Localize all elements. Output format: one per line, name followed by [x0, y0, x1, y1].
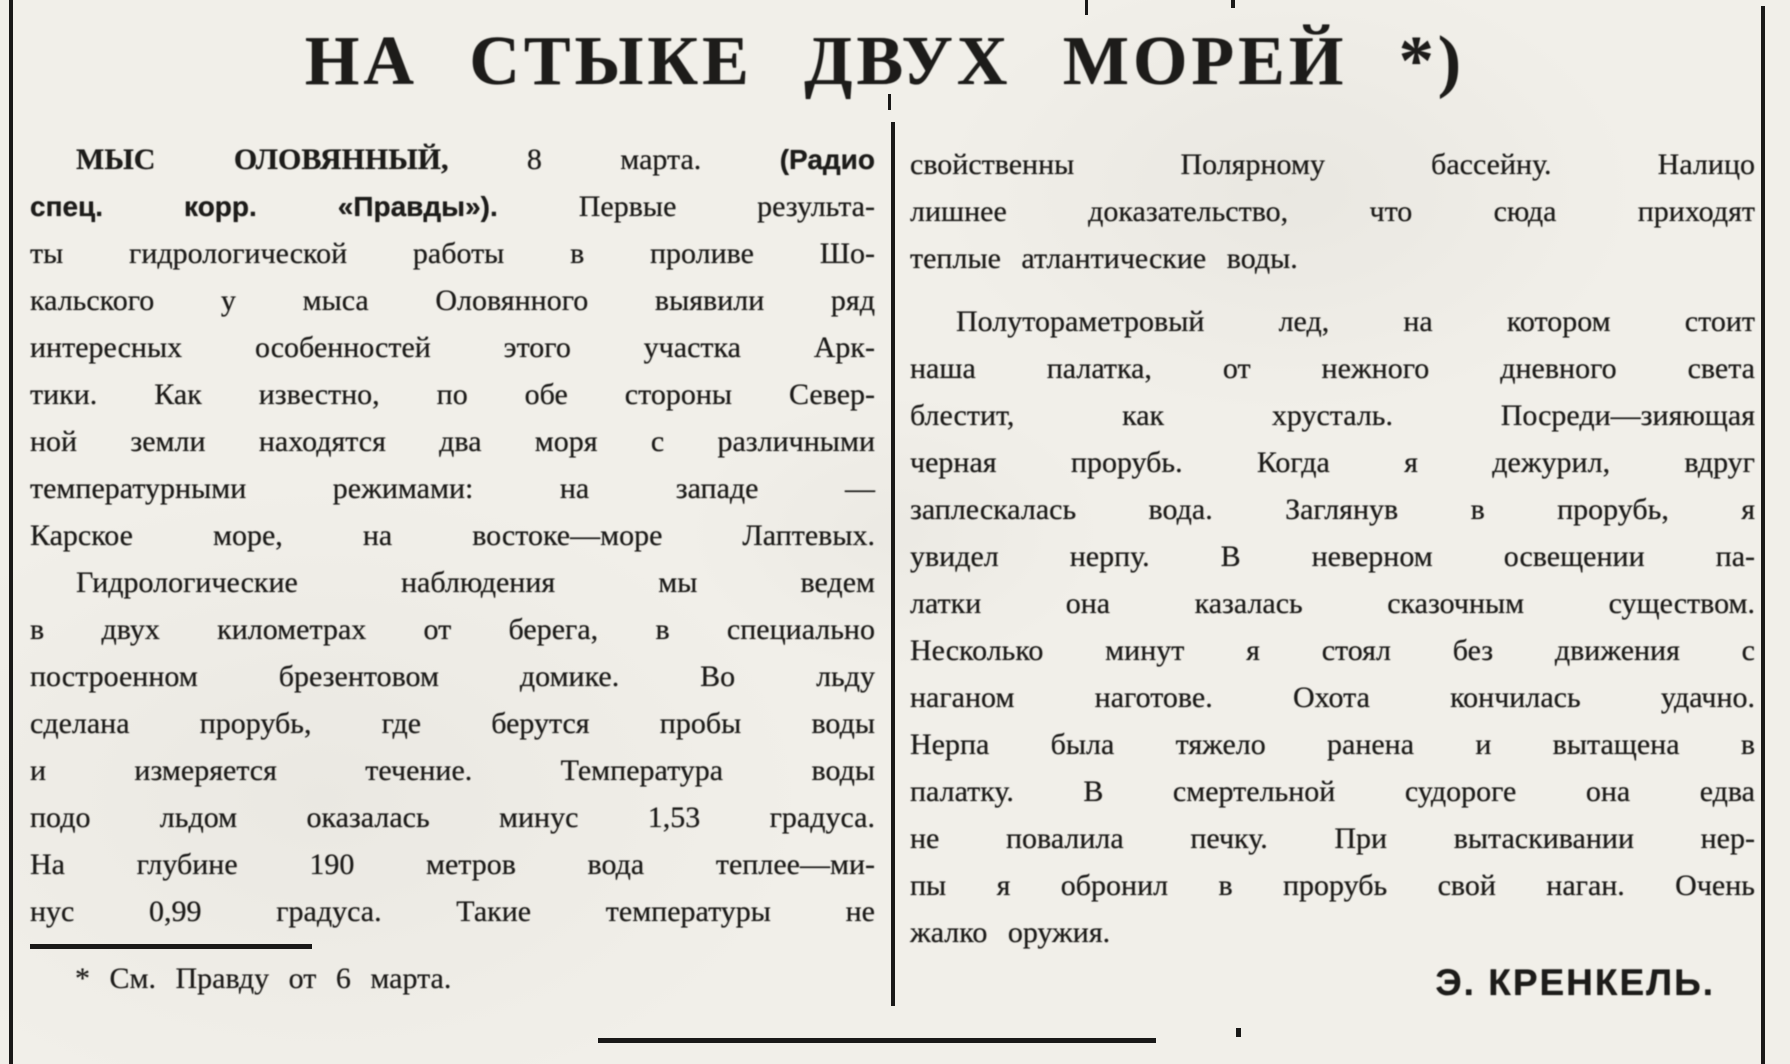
- text-line: [910, 345, 1755, 392]
- text-segment: кальского у мыса Оловянного выявили ряд: [30, 284, 875, 317]
- text-segment: теплые атлантические воды.: [910, 242, 1298, 275]
- text-segment: ты гидрологической работы в проливе Шо-: [30, 237, 875, 270]
- author-signature: Э. КРЕНКЕЛЬ.: [1435, 962, 1715, 1003]
- text-line: [30, 277, 875, 324]
- text-line: [910, 627, 1755, 674]
- page-border-right: [1761, 6, 1765, 1064]
- text-segment: нус 0,99 градуса. Такие температуры не: [30, 895, 875, 928]
- text-line: [910, 862, 1755, 909]
- text-segment: Первые результа-: [578, 190, 875, 223]
- text-line: [30, 418, 875, 465]
- text-segment: увидел нерпу. В неверном освещении па-: [910, 540, 1755, 573]
- text-line: [30, 794, 875, 841]
- text-line: [910, 674, 1755, 721]
- text-segment: построенном брезентовом домике. Во льду: [30, 660, 875, 693]
- text-segment: температурными режимами: на западе —: [30, 472, 875, 505]
- text-segment: подо льдом оказалась минус 1,53 градуса.: [30, 801, 875, 834]
- text-segment: наша палатка, от нежного дневного света: [910, 352, 1755, 385]
- article-headline: НА СТЫКЕ ДВУХ МОРЕЙ *): [304, 23, 1466, 100]
- ink-speck: [1236, 1028, 1241, 1037]
- text-line: [30, 888, 875, 935]
- right-column: [910, 141, 1755, 956]
- text-line: [30, 183, 875, 230]
- text-segment: палатку. В смертельной судороге она едва: [910, 775, 1755, 808]
- text-line: [30, 559, 875, 606]
- text-segment: наганом наготове. Охота кончилась удачно.: [910, 681, 1755, 714]
- text-line: [910, 392, 1755, 439]
- text-segment: латки она казалась сказочным существом.: [910, 587, 1755, 620]
- text-line: [30, 230, 875, 277]
- text-segment: в двух километрах от берега, в специально: [30, 613, 875, 646]
- top-edge-mark: [1085, 0, 1088, 15]
- text-line: [910, 141, 1755, 188]
- left-column: [30, 136, 875, 935]
- text-segment: и измеряется течение. Температура воды: [30, 754, 875, 787]
- text-line: [30, 324, 875, 371]
- text-segment: Полутораметровый лед, на котором стоит: [956, 305, 1755, 338]
- text-line: [910, 235, 1755, 282]
- text-segment: свойственны Полярному бассейну. Налицо: [910, 148, 1755, 181]
- text-line: [910, 580, 1755, 627]
- text-segment: Несколько минут я стоял без движения с: [910, 634, 1755, 667]
- end-of-article-rule: [598, 1038, 1156, 1043]
- text-line: [910, 909, 1755, 956]
- text-line: [30, 606, 875, 653]
- text-line: [30, 653, 875, 700]
- page-border-left: [9, 0, 13, 1064]
- text-segment: Нерпа была тяжело ранена и вытащена в: [910, 728, 1755, 761]
- text-line: [910, 533, 1755, 580]
- text-line: [910, 768, 1755, 815]
- text-line: [910, 721, 1755, 768]
- text-line: [30, 747, 875, 794]
- text-segment: 8 марта.: [526, 143, 780, 176]
- text-segment: лишнее доказательство, что сюда приходят: [910, 195, 1755, 228]
- text-segment: не повалила печку. При вытаскивании нер-: [910, 822, 1755, 855]
- text-segment: черная прорубь. Когда я дежурил, вдруг: [910, 446, 1755, 479]
- text-segment: Карское море, на востоке—море Лаптевых.: [30, 519, 875, 552]
- text-segment: Гидрологические наблюдения мы ведем: [76, 566, 875, 599]
- text-line: [910, 298, 1755, 345]
- footnote-rule: [30, 944, 312, 949]
- text-segment: ной земли находятся два моря с различными: [30, 425, 875, 458]
- text-segment: (Радио: [779, 144, 875, 175]
- footnote: * См. Правду от 6 марта.: [75, 962, 452, 995]
- text-segment: заплескалась вода. Заглянув в прорубь, я: [910, 493, 1755, 526]
- text-line: [910, 439, 1755, 486]
- text-line: [30, 465, 875, 512]
- text-segment: сделана прорубь, где берутся пробы воды: [30, 707, 875, 740]
- text-segment: блестит, как хрусталь. Посреди—зияющая: [910, 399, 1755, 432]
- top-edge-mark: [1231, 0, 1235, 8]
- text-line: [30, 371, 875, 418]
- text-segment: пы я обронил в прорубь свой наган. Очень: [910, 869, 1755, 902]
- text-line: [910, 188, 1755, 235]
- column-divider: [891, 122, 895, 1006]
- text-segment: спец. корр. «Правды»).: [30, 191, 579, 222]
- text-line: [30, 136, 875, 183]
- text-line: [910, 486, 1755, 533]
- text-line: [910, 815, 1755, 862]
- text-segment: интересных особенностей этого участка Арк-: [30, 331, 875, 364]
- text-segment: МЫС ОЛОВЯННЫЙ,: [76, 143, 527, 176]
- text-line: [30, 841, 875, 888]
- text-line: [30, 512, 875, 559]
- text-segment: тики. Как известно, по обе стороны Север-: [30, 378, 875, 411]
- text-segment: жалко оружия.: [910, 916, 1111, 949]
- text-line: [30, 700, 875, 747]
- text-segment: На глубине 190 метров вода теплее—ми-: [30, 848, 875, 881]
